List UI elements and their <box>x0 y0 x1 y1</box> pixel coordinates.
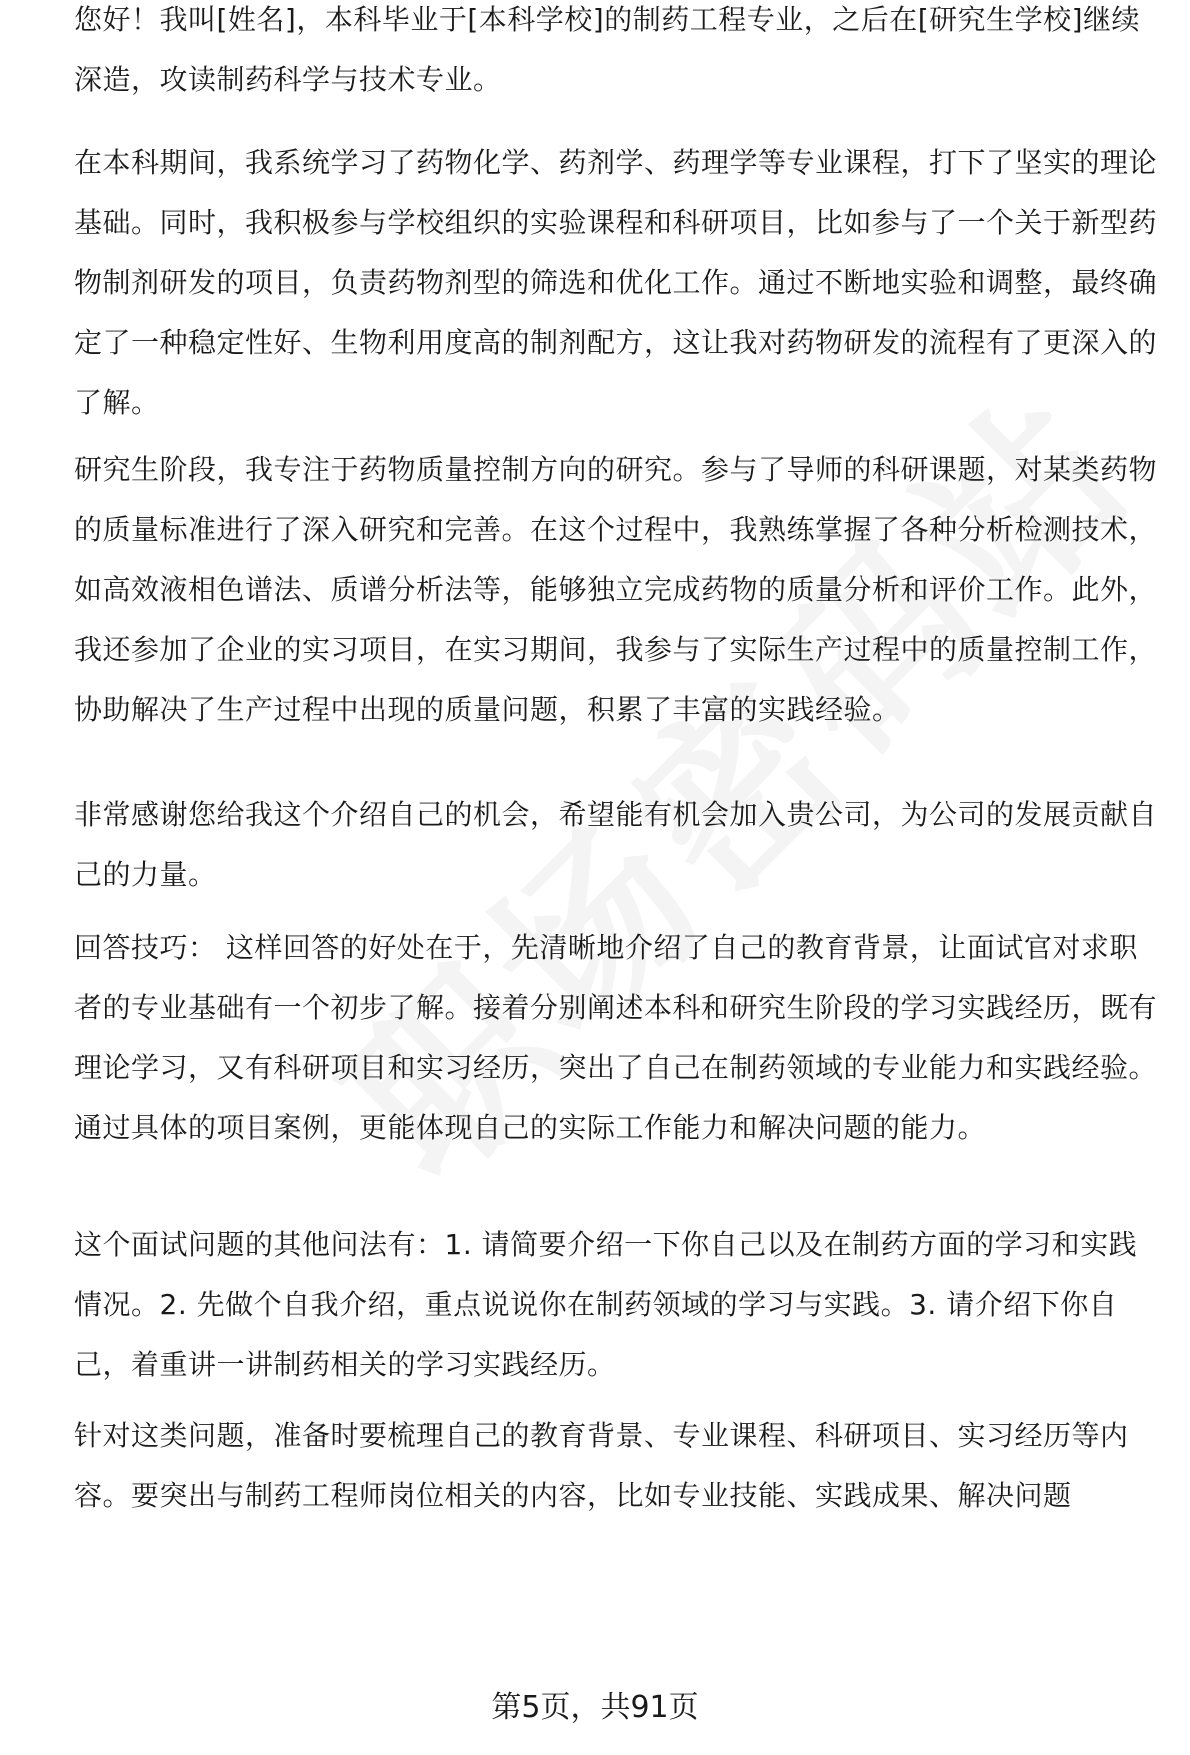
page-number-footer: 第5页，共91页 <box>491 1690 699 1725</box>
paragraph-intro: 您好！我叫[姓名]，本科毕业于[本科学校]的制药工程专业，之后在[研究生学校]继续深造，攻读制药科学与技术专业。 <box>74 3 1141 96</box>
paragraph-thanks: 非常感谢您给我这个介绍自己的机会，希望能有机会加入贵公司，为公司的发展贡献自己的力量。 <box>74 798 1158 891</box>
paragraph-alternative-questions: 这个面试问题的其他问法有：1. 请简要介绍一下你自己以及在制药方面的学习和实践情况。2. 先做个自我介绍，重点说说你在制药领域的学习与实践。3. 请介绍下你自己，着重讲一讲制药相关的学习实践经历。 <box>74 1228 1138 1381</box>
paragraph-preparation: 针对这类问题，准备时要梳理自己的教育背景、专业课程、科研项目、实习经历等内容。要突出与制药工程师岗位相关的内容，比如专业技能、实践成果、解决问题 <box>74 1419 1129 1512</box>
paragraph-undergraduate: 在本科期间，我系统学习了药物化学、药剂学、药理学等专业课程，打下了坚实的理论基础。同时，我积极参与学校组织的实验课程和科研项目，比如参与了一个关于新型药物制剂研发的项目，负责药物剂型的筛选和优化工作。通过不断地实验和调整，最终确定了一种稳定性好、生物利用度高的制剂配方，这让我对药物研发的流程有了更深入的了解。 <box>74 146 1158 419</box>
paragraph-answer-tips: 回答技巧： 这样回答的好处在于，先清晰地介绍了自己的教育背景，让面试官对求职者的专业基础有一个初步了解。接着分别阐述本科和研究生阶段的学习实践经历，既有理论学习，又有科研项目和实习经历，突出了自己在制药领域的专业能力和实践经验。通过具体的项目案例，更能体现自己的实际工作能力和解决问题的能力。 <box>74 931 1158 1144</box>
paragraph-graduate: 研究生阶段，我专注于药物质量控制方向的研究。参与了导师的科研课题，对某类药物的质量标准进行了深入研究和完善。在这个过程中，我熟练掌握了各种分析检测技术，如高效液相色谱法、质谱分析法等，能够独立完成药物的质量分析和评价工作。此外，我还参加了企业的实习项目，在实习期间，我参与了实际生产过程中的质量控制工作，协助解决了生产过程中出现的质量问题，积累了丰富的实践经验。 <box>74 453 1158 726</box>
